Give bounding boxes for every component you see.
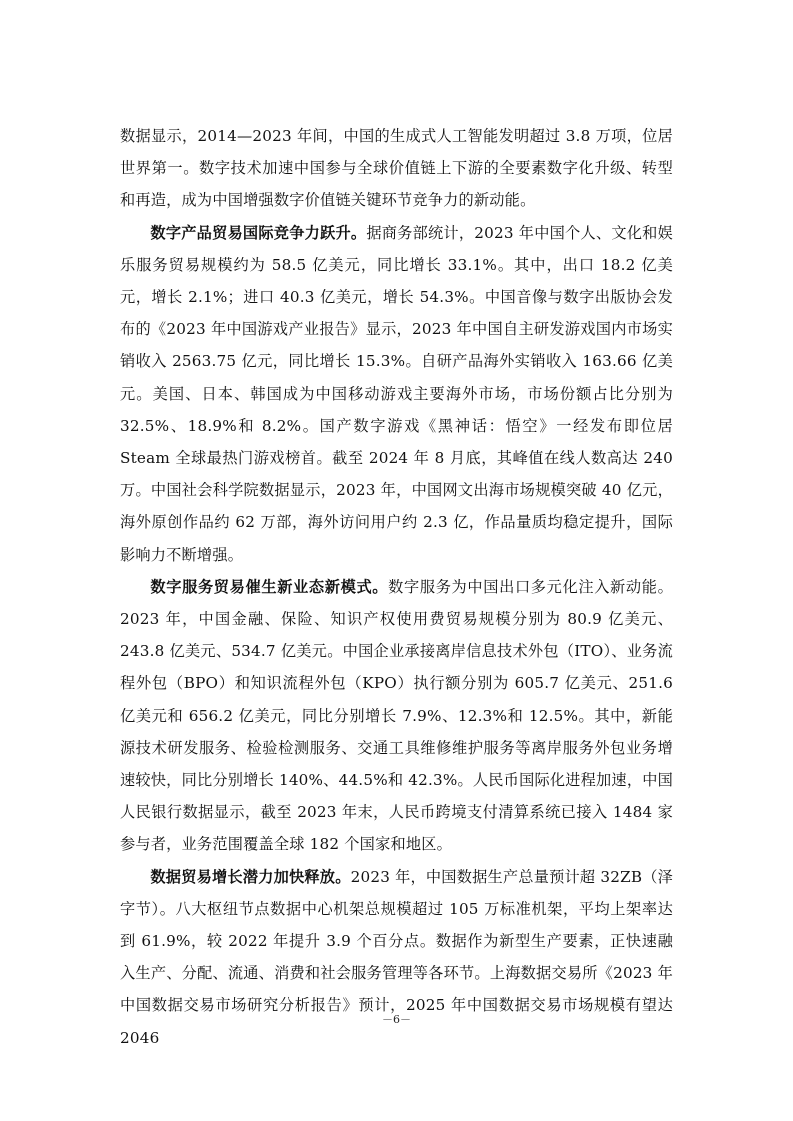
paragraph-digital-services (120, 571, 673, 861)
paragraph-intro (120, 120, 673, 217)
paragraph-heading: 数字产品贸易国际竞争力跃升。 (150, 223, 367, 242)
page-number: －6－ (382, 1013, 411, 1026)
paragraph-heading: 数据贸易增长潜力加快释放。 (150, 867, 351, 886)
paragraph-text: 2023 年，中国数据生产总量预计超 32ZB（泽字节）。八大枢纽节点数据中心机架总规模超过 105 万标准机架，平均上架率达到 61.9%，较 2022 年提升 3.9 个百分点。数据作为新型生产要素，正快速融入生产、分配、流通、消费和社会服务管理等各环节。上海数据交易所《2023 年中国数据交易市场研究分析报告》预计，2025 年中国数据交易市场规模有望达 2046 (120, 867, 673, 1047)
document-page (120, 120, 673, 1054)
paragraph-digital-products (120, 217, 673, 571)
paragraph-text: 数据显示，2014—2023 年间，中国的生成式人工智能发明超过 3.8 万项，位居世界第一。数字技术加速中国参与全球价值链上下游的全要素数字化升级、转型和再造，成为中国增强数字价值链关键环节竞争力的新动能。 (120, 127, 673, 210)
paragraph-text: 据商务部统计，2023 年中国个人、文化和娱乐服务贸易规模约为 58.5 亿美元，同比增长 33.1%。其中，出口 18.2 亿美元，增长 2.1%；进口 40.3 亿美元，增长 54.3%。中国音像与数字出版协会发布的《2023 年中国游戏产业报告》显示，2023 年中国自主研发游戏国内市场实销收入 2563.75 亿元，同比增长 15.3%。自研产品海外实销收入 163.66 亿美元。美国、日本、韩国成为中国移动游戏主要海外市场，市场份额占比分别为 32.5%、18.9%和 8.2%。国产数字游戏《黑神话：悟空》一经发布即位居 Steam 全球最热门游戏榜首。截至 2024 年 8 月底，其峰值在线人数高达 240 万。中国社会科学院数据显示，2023 年，中国网文出海市场规模突破 40 亿元，海外原创作品约 62 万部，海外访问用户约 2.3 亿，作品量质均稳定提升，国际影响力不断增强。 (120, 223, 673, 564)
paragraph-text: 数字服务为中国出口多元化注入新动能。2023 年，中国金融、保险、知识产权使用费贸易规模分别为 80.9 亿美元、243.8 亿美元、534.7 亿美元。中国企业承接离岸信息技术外包（ITO）、业务流程外包（BPO）和知识流程外包（KPO）执行额分别为 605.7 亿美元、251.6 亿美元和 656.2 亿美元，同比分别增长 7.9%、12.3%和 12.5%。其中，新能源技术研发服务、检验检测服务、交通工具维修维护服务等离岸服务外包业务增速较快，同比分别增长 140%、44.5%和 42.3%。人民币国际化进程加速，中国人民银行数据显示，截至 2023 年末，人民币跨境支付清算系统已接入 1484 家参与者，业务范围覆盖全球 182 个国家和地区。 (120, 577, 674, 854)
paragraph-heading: 数字服务贸易催生新业态新模式。 (150, 577, 389, 596)
